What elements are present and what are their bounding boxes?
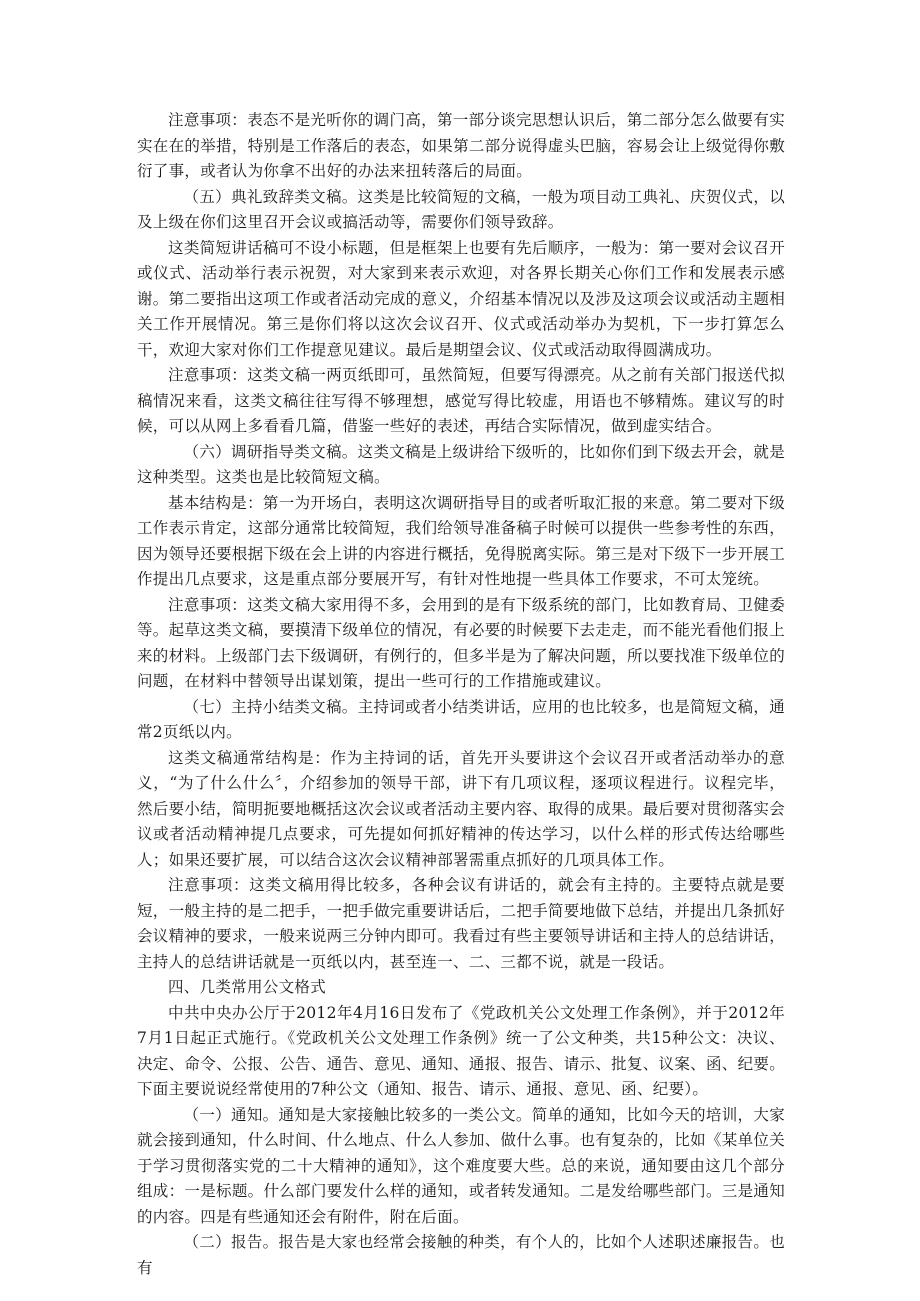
paragraph: 注意事项：这类文稿大家用得不多，会用到的是有下级系统的部门，比如教育局、卫健委等。起草这类文稿，要摸清下级单位的情况，有必要的时候要下去走走，而不能光看他们报上来的材料。上级部门去下级调研，有例行的，但多半是为了解决问题，所以要找准下级单位的问题，在材料中替领导出谋划策，提出一些可行的工作措施或建议。 bbox=[137, 595, 785, 690]
paragraph: 中共中央办公厅于2012年4月16日发布了《党政机关公文处理工作条例》，并于2012年7月1日起正式施行。《党政机关公文处理工作条例》统一了公文种类，共15种公文：决议、决定、命令、公报、公告、通告、意见、通知、通报、报告、请示、批复、议案、函、纪要。下面主要说说经常使用的7种公文（通知、报告、请示、通报、意见、函、纪要）。 bbox=[137, 1003, 785, 1098]
paragraph: 注意事项：这类文稿用得比较多，各种会议有讲话的，就会有主持的。主要特点就是要短，一般主持的是二把手，一把手做完重要讲话后，二把手简要地做下总结，并提出几条抓好会议精神的要求，一般来说两三分钟内即可。我看过有些主要领导讲话和主持人的总结讲话，主持人的总结讲话就是一页纸以内，甚至连一、二、三都不说，就是一段话。 bbox=[137, 876, 785, 971]
section-heading: 四、几类常用公文格式 bbox=[168, 978, 327, 996]
paragraph: 注意事项：表态不是光听你的调门高，第一部分谈完思想认识后，第二部分怎么做要有实实在在的举措，特别是工作落后的表态，如果第二部分说得虚头巴脑，容易会让上级觉得你敷衍了事，或者认为你拿不出好的办法来扭转落后的局面。 bbox=[137, 111, 785, 180]
paragraph: （六）调研指导类文稿。这类文稿是上级讲给下级听的，比如你们到下级去开会，就是这种类型。这类也是比较简短文稿。 bbox=[137, 442, 785, 486]
paragraph: （七）主持小结类文稿。主持词或者小结类讲话，应用的也比较多，也是简短文稿，通常2页纸以内。 bbox=[137, 697, 785, 741]
paragraph: 注意事项：这类文稿一两页纸即可，虽然简短，但要写得漂亮。从之前有关部门报送代拟稿情况来看，这类文稿往往写得不够理想，感觉写得比较虚，用语也不够精炼。建议写的时候，可以从网上多看看几篇，借鉴一些好的表述，再结合实际情况，做到虚实结合。 bbox=[137, 366, 785, 435]
paragraph: 这类简短讲话稿可不设小标题，但是框架上也要有先后顺序，一般为：第一要对会议召开或仪式、活动举行表示祝贺，对大家到来表示欢迎，对各界长期关心你们工作和发展表示感谢。第二要指出这项工作或者活动完成的意义，介绍基本情况以及涉及这项会议或活动主题相关工作开展情况。第三是你们将以这次会议召开、仪式或活动举办为契机，下一步打算怎么干，欢迎大家对你们工作提意见建议。最后是期望会议、仪式或活动取得圆满成功。 bbox=[137, 238, 785, 359]
paragraph: 这类文稿通常结构是：作为主持词的话，首先开头要讲这个会议召开或者活动举办的意义，“为了什么什么〞，介绍参加的领导干部，讲下有几项议程，逐项议程进行。议程完毕，然后要小结，简明扼要地概括这次会议或者活动主要内容、取得的成果。最后要对贯彻落实会议或者活动精神提几点要求，可先提如何抓好精神的传达学习，以什么样的形式传达给哪些人；如果还要扩展，可以结合这次会议精神部署需重点抓好的几项具体工作。 bbox=[137, 748, 785, 869]
paragraph: 基本结构是：第一为开场白，表明这次调研指导目的或者听取汇报的来意。第二要对下级工作表示肯定，这部分通常比较简短，我们给领导准备稿子时候可以提供一些参考性的东西，因为领导还要根据下级在会上讲的内容进行概括，免得脱离实际。第三是对下级下一步开展工作提出几点要求，这是重点部分要展开写，有针对性地提一些具体工作要求，不可太笼统。 bbox=[137, 493, 785, 588]
paragraph: （二）报告。报告是大家也经常会接触的种类，有个人的，比如个人述职述廉报告。也有 bbox=[137, 1233, 785, 1277]
paragraph: （五）典礼致辞类文稿。这类是比较简短的文稿，一般为项目动工典礼、庆贺仪式，以及上级在你们这里召开会议或搞活动等，需要你们领导致辞。 bbox=[137, 187, 785, 231]
paragraph: （一）通知。通知是大家接触比较多的一类公文。简单的通知，比如今天的培训，大家就会接到通知，什么时间、什么地点、什么人参加、做什么事。也有复杂的，比如《某单位关于学习贯彻落实党的二十大精神的通知》，这个难度要大些。总的来说，通知要由这几个部分组成：一是标题。什么部门要发什么样的通知，或者转发通知。二是发给哪些部门。三是通知的内容。四是有些通知还会有附件，附在后面。 bbox=[137, 1105, 785, 1226]
document-page bbox=[137, 108, 785, 1281]
